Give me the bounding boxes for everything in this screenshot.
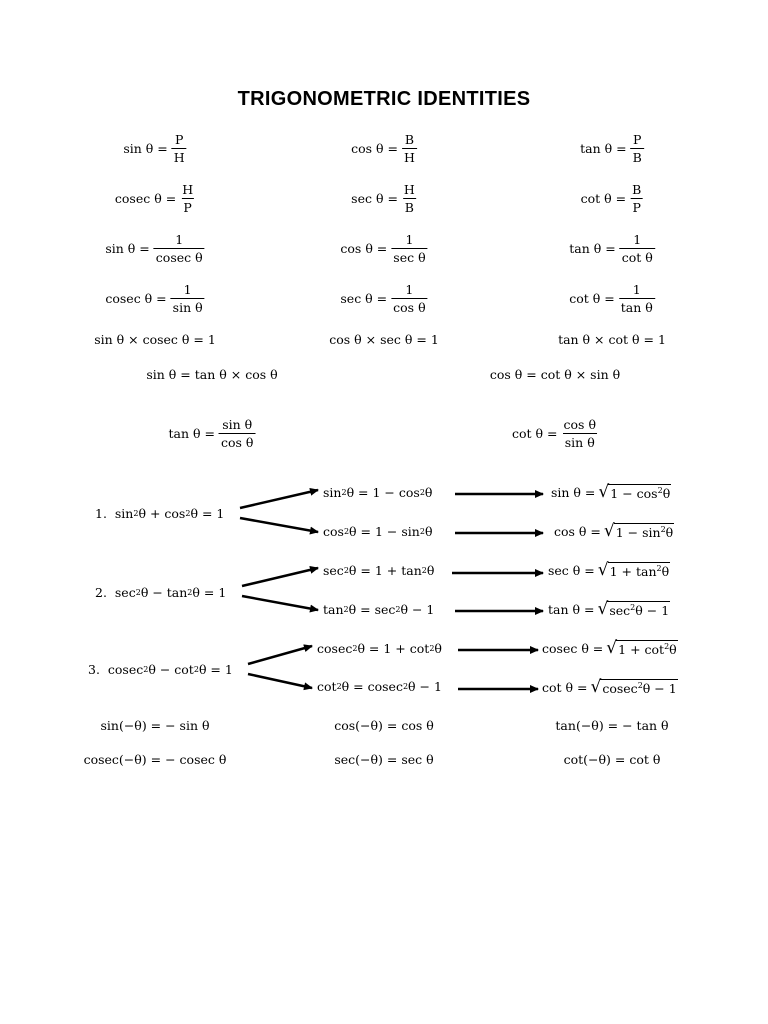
exponent: 2: [657, 486, 663, 495]
identity-3-upper: cosec 2 θ = 1 + cot 2 θ: [317, 641, 442, 656]
sin-definition-lhs: sin θ =: [123, 141, 168, 157]
radicand: θ: [669, 642, 677, 657]
denominator: cos θ: [393, 299, 426, 315]
operator: −: [148, 585, 167, 600]
term: θ: [434, 641, 442, 656]
identity-2-upper: sec 2 θ = 1 + tan 2 θ: [323, 563, 435, 578]
radicand: θ − 1: [635, 603, 670, 618]
numerator: 1: [405, 232, 414, 247]
term: cosec: [317, 641, 353, 656]
sec-negative-angle: sec(−θ) = sec θ: [334, 752, 434, 767]
arrow-1-upper: [240, 490, 318, 508]
cos-cot-sin-relation: cos θ = cot θ × sin θ: [489, 367, 621, 382]
tan-definition-lhs: tan θ =: [580, 141, 627, 157]
cosec-negative-angle: cosec(−θ) = − cosec θ: [83, 752, 227, 767]
cot-reciprocal-lhs: cot θ =: [569, 291, 615, 307]
sec-reciprocal-lhs: sec θ =: [340, 291, 388, 307]
sin-negative-angle: sin(−θ) = − sin θ: [100, 718, 210, 733]
cos-negative-angle: cos(−θ) = cos θ: [334, 718, 434, 733]
radicand: θ: [665, 525, 674, 540]
denominator: P: [632, 199, 641, 215]
radicand: θ: [661, 564, 670, 579]
square-root: √ $1 + \tan^2\theta$: [597, 560, 670, 580]
cosec-definition-lhs: cosec θ =: [114, 191, 177, 207]
square-root: √ $1 - \cos^2\theta$: [598, 482, 671, 502]
cos-sec-product: cos θ × sec θ = 1: [329, 332, 439, 347]
pythagorean-identity-2: 2. sec 2 θ − tan 2 θ = 1: [95, 585, 227, 600]
lhs: cot θ =: [542, 680, 588, 695]
cos-reciprocal-lhs: cos θ =: [340, 241, 388, 257]
denominator: sin θ: [564, 434, 595, 450]
radicand: 1 − cos: [610, 486, 658, 501]
denominator: B: [404, 199, 414, 215]
denominator: cosec θ: [155, 249, 203, 265]
denominator: B: [632, 149, 642, 165]
arrow-1-lower: [240, 518, 318, 532]
exponent: 2: [660, 525, 666, 534]
rhs: θ = 1: [192, 585, 227, 600]
function-name: tan: [166, 585, 188, 600]
denominator: sin θ: [172, 299, 203, 315]
square-root: √ cosec$^2$θ − 1: [590, 677, 677, 697]
identity-2-upper-root: [548, 562, 670, 579]
arrow-3-lower: [248, 674, 312, 688]
radicand: 1 − sin: [615, 525, 661, 540]
term: θ = cosec: [341, 679, 403, 694]
term: cot: [317, 679, 337, 694]
denominator: H: [403, 149, 415, 165]
denominator: H: [173, 149, 185, 165]
cot-definition-lhs: cot θ =: [580, 191, 627, 207]
arrow-2-lower: [242, 596, 318, 610]
identity-1-upper-root: [551, 484, 671, 501]
identity-3-lower: cot 2 θ = cosec 2 θ − 1: [317, 679, 442, 694]
identity-1-upper: sin 2 θ = 1 − cos 2 θ: [323, 485, 433, 500]
term: θ = sec: [348, 602, 396, 617]
page-title: TRIGONOMETRIC IDENTITIES: [237, 88, 531, 110]
numerator: 1: [633, 232, 642, 247]
identity-3-lower-root: [542, 679, 678, 696]
denominator: sec θ: [393, 249, 426, 265]
exponent: 2: [656, 564, 662, 573]
identity-2-lower-root: [548, 601, 670, 618]
term: sec: [323, 563, 344, 578]
identity-number: 2.: [95, 585, 107, 600]
arrow-3-upper: [248, 646, 312, 664]
denominator: tan θ: [620, 299, 653, 315]
identity-1-lower: cos 2 θ = 1 − sin 2 θ: [323, 524, 433, 539]
exponent: 2: [630, 603, 636, 612]
lhs: sin θ =: [551, 485, 596, 500]
identity-2-lower: tan 2 θ = sec 2 θ − 1: [323, 602, 435, 617]
numerator: 1: [405, 282, 414, 297]
cos-definition-lhs: cos θ =: [351, 141, 398, 157]
numerator: 1: [183, 282, 192, 297]
term: θ = 1 + cot: [357, 641, 430, 656]
identity-number: 1.: [95, 506, 107, 521]
numerator: cos θ: [563, 417, 596, 432]
numerator: sin θ: [222, 417, 253, 432]
function-name: cos: [164, 506, 186, 521]
pythagorean-identity-1: 1. sin 2 θ + cos 2 θ = 1: [95, 506, 225, 521]
denominator: cos θ: [221, 434, 254, 450]
sin-tan-cos-relation: sin θ = tan θ × cos θ: [146, 367, 278, 382]
exponent: 2: [637, 681, 643, 690]
tan-reciprocal-lhs: tan θ =: [569, 241, 616, 257]
denominator: P: [183, 199, 192, 215]
term: cos: [323, 524, 344, 539]
numerator: H: [182, 182, 194, 197]
lhs: sec θ =: [548, 563, 595, 578]
lhs: cos θ =: [554, 524, 601, 539]
operator: −: [155, 662, 175, 677]
square-root: √ $1 + \cot^2\theta$: [606, 638, 677, 658]
function-name: sin: [114, 506, 134, 521]
tan-negative-angle: tan(−θ) = − tan θ: [555, 718, 669, 733]
function-name: sec: [114, 585, 136, 600]
lhs: tan θ =: [548, 602, 595, 617]
identity-1-lower-root: [554, 523, 674, 540]
identity-3-upper-root: [542, 640, 678, 657]
sin-cosec-product: sin θ × cosec θ = 1: [94, 332, 216, 347]
numerator: 1: [632, 282, 641, 297]
term: θ: [424, 485, 433, 500]
sec-definition-lhs: sec θ =: [351, 191, 398, 207]
term: θ − 1: [408, 679, 442, 694]
radicand: sec: [609, 603, 631, 618]
cot-negative-angle: cot(−θ) = cot θ: [563, 752, 661, 767]
square-root: √ $1 - \sin^2\theta$: [603, 521, 674, 541]
rhs: θ = 1: [190, 506, 225, 521]
tan-ratio-lhs: tan θ =: [168, 426, 216, 442]
radicand: θ − 1: [642, 681, 677, 696]
radicand: θ: [662, 486, 671, 501]
denominator: cot θ: [621, 249, 653, 265]
cosec-reciprocal-lhs: cosec θ =: [105, 291, 167, 307]
identity-number: 3.: [88, 662, 100, 677]
numerator: B: [404, 132, 415, 147]
numerator: P: [174, 132, 184, 147]
function-name: cot: [174, 662, 194, 677]
lhs: cosec θ =: [542, 641, 604, 656]
term: θ: [424, 524, 433, 539]
tan-cot-product: tan θ × cot θ = 1: [558, 332, 666, 347]
numerator: H: [403, 182, 415, 197]
numerator: B: [632, 182, 642, 197]
pythagorean-identity-3: 3. cosec 2 θ − cot 2 θ = 1: [88, 662, 233, 677]
term: θ: [426, 563, 435, 578]
numerator: P: [633, 132, 642, 147]
term: sin: [323, 485, 342, 500]
operator: +: [145, 506, 165, 521]
square-root: √ $\sec^2\theta - 1$: [597, 599, 670, 619]
term: θ = 1 + tan: [348, 563, 422, 578]
radicand: 1 + cot: [618, 642, 665, 657]
cot-ratio-lhs: cot θ =: [512, 426, 558, 442]
radicand: 1 + tan: [609, 564, 657, 579]
sin-reciprocal-lhs: sin θ =: [105, 241, 150, 257]
term: θ − 1: [400, 602, 435, 617]
arrow-2-upper: [242, 568, 318, 586]
term: θ = 1 − cos: [346, 485, 420, 500]
exponent: 2: [664, 642, 670, 651]
numerator: 1: [175, 232, 184, 247]
rhs: θ = 1: [198, 662, 233, 677]
function-name: cosec: [107, 662, 144, 677]
term: tan: [323, 602, 344, 617]
term: θ = 1 − sin: [349, 524, 420, 539]
radicand: cosec: [602, 681, 638, 696]
